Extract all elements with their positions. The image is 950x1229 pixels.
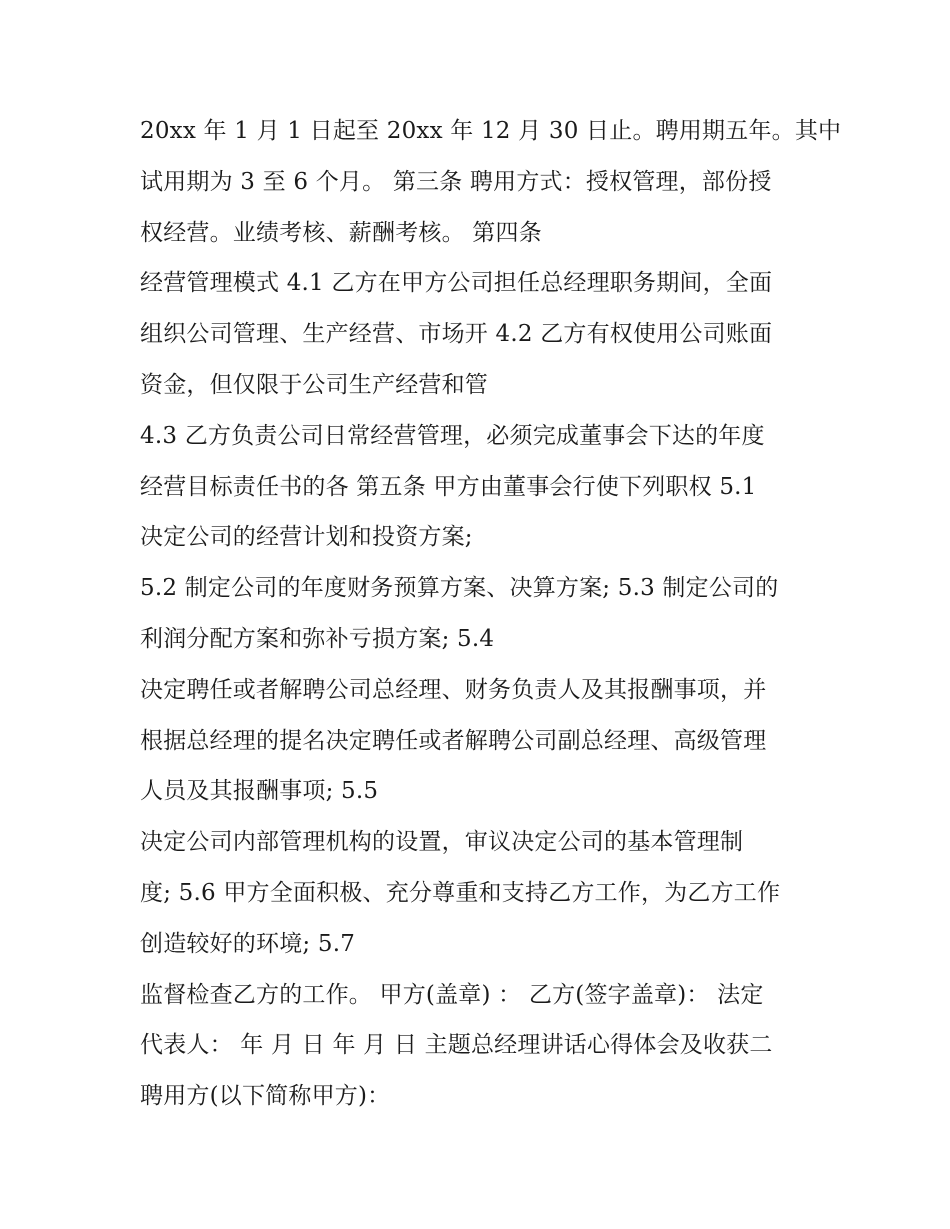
text-line: 5.2 制定公司的年度财务预算方案、决算方案; 5.3 制定公司的 [140,575,779,602]
text-line: 权经营。业绩考核、薪酬考核。 第四条 [140,219,542,246]
text-line: 20xx 年 1 月 1 日起至 20xx 年 12 月 30 日止。聘用期五年。其中 [140,118,842,144]
text-line: 聘用方(以下简称甲方)： [140,1083,391,1110]
text-line: 创造较好的环境; 5.7 [140,930,356,957]
text-line: 资金，但仅限于公司生产经营和管 [140,371,488,398]
text-line: 决定公司的经营计划和投资方案; [140,524,473,551]
text-line: 4.3 乙方负责公司日常经营管理，必须完成董事会下达的年度 [140,422,765,449]
text-line: 利润分配方案和弥补亏损方案; 5.4 [140,625,495,652]
text-line: 度; 5.6 甲方全面积极、充分尊重和支持乙方工作，为乙方工作 [140,879,781,906]
text-line: 监督检查乙方的工作。 甲方(盖章) ： 乙方(签字盖章)： 法定 [140,981,764,1008]
text-line: 试用期为 3 至 6 个月。 第三条 聘用方式：授权管理，部份授 [140,168,772,195]
text-line: 经营管理模式 4.1 乙方在甲方公司担任总经理职务期间，全面 [140,270,773,297]
text-line: 决定公司内部管理机构的设置，审议决定公司的基本管理制 [140,829,744,856]
text-line: 人员及其报酬事项; 5.5 [140,778,379,805]
text-line: 经营目标责任书的各 第五条 甲方由董事会行使下列职权 5.1 [140,473,757,500]
text-line: 组织公司管理、生产经营、市场开 4.2 乙方有权使用公司账面 [140,321,773,348]
text-line: 根据总经理的提名决定聘任或者解聘公司副总经理、高级管理 [140,727,767,754]
text-line: 代表人： 年 月 日 年 月 日 主题总经理讲话心得体会及收获二 [140,1032,773,1059]
text-line: 决定聘任或者解聘公司总经理、财务负责人及其报酬事项，并 [140,676,767,703]
contract-text [140,106,842,1122]
